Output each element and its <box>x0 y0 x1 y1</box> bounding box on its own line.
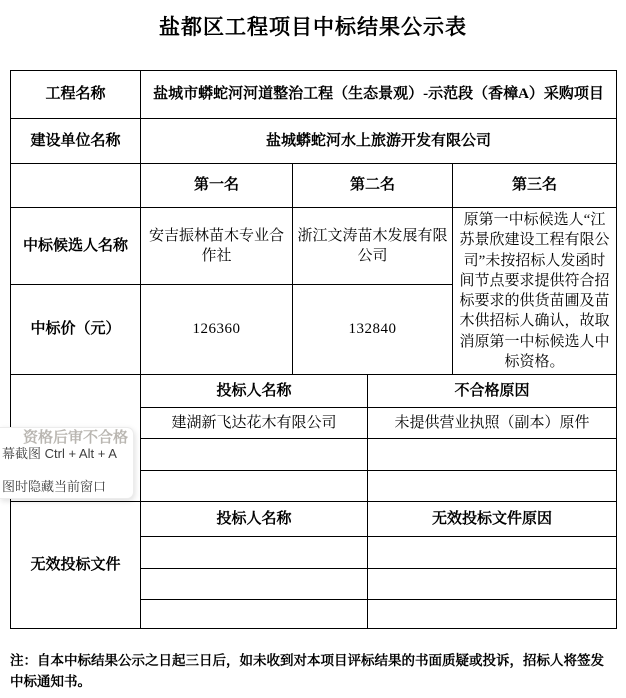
tooltip-hide-window-line: 图时隐藏当前窗口 <box>2 479 107 494</box>
rank2-header: 第二名 <box>293 164 453 208</box>
empty-cell <box>368 439 617 471</box>
invalid-reason-header: 无效投标文件原因 <box>368 502 617 537</box>
owner-row <box>11 119 617 164</box>
invalid-bidder-header: 投标人名称 <box>141 502 368 537</box>
price1-value: 126360 <box>141 284 293 374</box>
candidates-row <box>11 208 617 285</box>
empty-cell <box>141 569 368 600</box>
empty-cell <box>141 537 368 569</box>
postreview-section-label-text: 资格后审不合格 <box>22 429 128 446</box>
footer-note: 注：自本中标结果公示之日起三日后，如未收到对本项目评标结果的书面质疑或投诉，招标人将签发中标通知书。 <box>10 653 604 689</box>
bid-result-table <box>10 70 617 629</box>
empty-cell <box>141 600 368 629</box>
rank-header-row <box>11 164 617 208</box>
tooltip-capture-shortcut-line: 幕截图 Ctrl + Alt + A <box>2 446 117 461</box>
page-title: 盐都区工程项目中标结果公示表 <box>159 16 467 39</box>
owner-name-value: 盐城蟒蛇河水上旅游开发有限公司 <box>141 119 617 164</box>
empty-cell <box>141 471 368 502</box>
owner-name-label: 建设单位名称 <box>11 119 141 164</box>
empty-cell <box>368 600 617 629</box>
rank3-header: 第三名 <box>453 164 617 208</box>
candidate2-name: 浙江文涛苗木发展有限公司 <box>293 208 453 285</box>
empty-cell <box>368 471 617 502</box>
rank1-header: 第一名 <box>141 164 293 208</box>
price2-value: 132840 <box>293 284 453 374</box>
empty-cell <box>11 164 141 208</box>
rank3-disqualification-note: 原第一中标候选人“江苏景欣建设工程有限公司”未按招标人发函时间节点要求提供符合招标要求的供货苗圃及苗木供招标人确认，故取消原第一中标候选人中标资格。 <box>453 208 617 375</box>
project-name-label: 工程名称 <box>11 71 141 119</box>
invalid-section-label: 无效投标文件 <box>11 502 141 629</box>
postreview-bidder-header: 投标人名称 <box>141 375 368 408</box>
candidates-label: 中标候选人名称 <box>11 208 141 285</box>
postreview-header-row <box>11 375 617 408</box>
invalid-header-row <box>11 502 617 537</box>
price-label: 中标价（元） <box>11 284 141 374</box>
project-row <box>11 71 617 119</box>
empty-cell <box>368 569 617 600</box>
candidate1-name: 安吉振林苗木专业合作社 <box>141 208 293 285</box>
project-name-value: 盐城市蟒蛇河河道整治工程（生态景观）-示范段（香樟A）采购项目 <box>141 71 617 119</box>
postreview-reason-header: 不合格原因 <box>368 375 617 408</box>
empty-cell <box>141 439 368 471</box>
empty-cell <box>368 537 617 569</box>
postreview-reason-value: 未提供营业执照（副本）原件 <box>368 408 617 439</box>
postreview-bidder-value: 建湖新飞达花木有限公司 <box>141 408 368 439</box>
